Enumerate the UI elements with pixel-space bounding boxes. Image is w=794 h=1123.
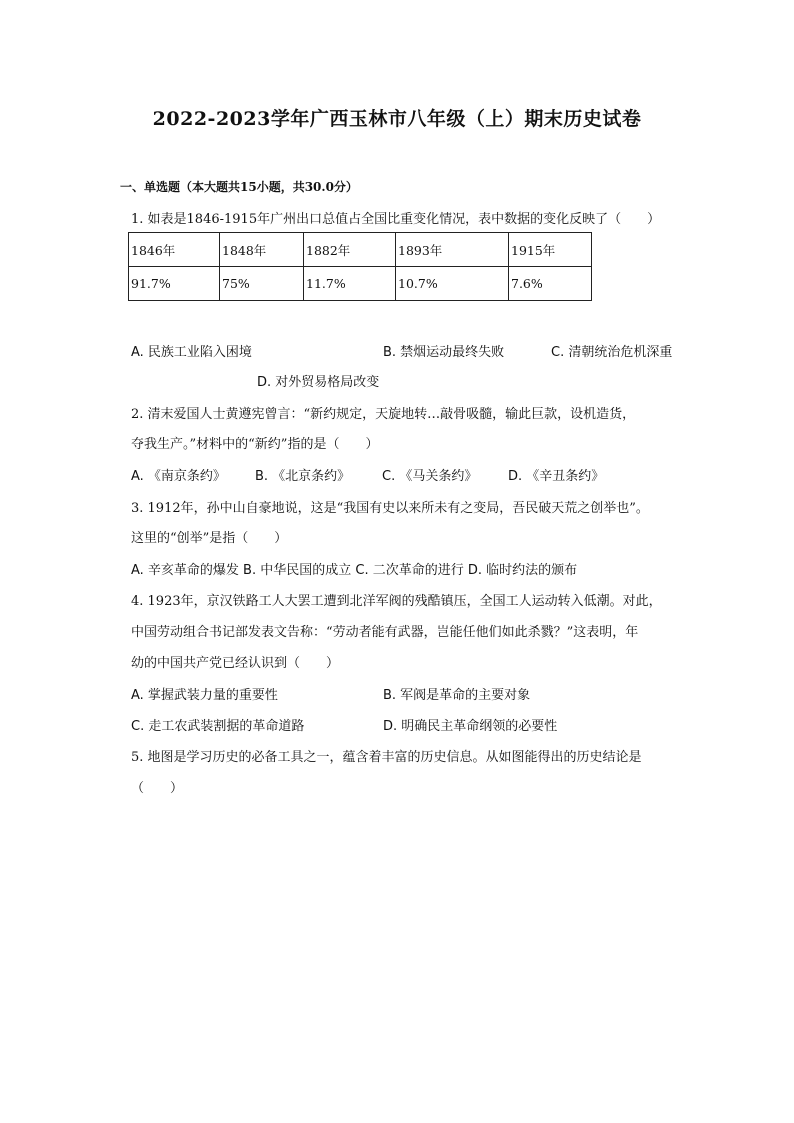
question-4-stem-line2: 中国劳动组合书记部发表文告称：“劳动者能有武器，岂能任他们如此杀戮？”这表明，年 (131, 625, 639, 640)
q3-options[interactable]: A. 辛亥革命的爆发 B. 中华民国的成立 C. 二次革命的进行 D. 临时约法的颁布 (131, 563, 578, 578)
q2-option-d[interactable]: D. 《辛丑条约》 (508, 469, 605, 484)
question-3-stem-line1: 3. 1912年，孙中山自豪地说，这是“我国有史以来所未有之变局，吾民破天荒之创举也”。 (131, 501, 649, 516)
section-heading: 一、单选题（本大题共15小题，共30.0分） (120, 180, 358, 194)
question-4-stem-line3: 幼的中国共产党已经认识到（ ） (131, 656, 340, 671)
table-cell: 1846年 (129, 233, 220, 267)
question-1-stem: 1. 如表是1846-1915年广州出口总值占全国比重变化情况，表中数据的变化反映了（ ） (131, 212, 661, 227)
table-cell: 91.7% (129, 267, 220, 301)
q4-option-a[interactable]: A. 掌握武装力量的重要性 (131, 688, 278, 703)
table-cell: 75% (220, 267, 304, 301)
table-row-years (129, 233, 592, 267)
table-cell: 1893年 (396, 233, 509, 267)
question-5-stem-line1: 5. 地图是学习历史的必备工具之一，蕴含着丰富的历史信息。从如图能得出的历史结论是 (131, 750, 642, 765)
table-cell: 11.7% (304, 267, 396, 301)
q1-option-b[interactable]: B. 禁烟运动最终失败 (383, 345, 505, 360)
question-3-stem-line2: 这里的“创举”是指（ ） (131, 531, 288, 546)
table-cell: 1882年 (304, 233, 396, 267)
table-cell: 10.7% (396, 267, 509, 301)
table-cell: 1915年 (509, 233, 592, 267)
q2-option-b[interactable]: B. 《北京条约》 (255, 469, 351, 484)
question-4-stem-line1: 4. 1923年，京汉铁路工人大罢工遭到北洋军阀的残酷镇压，全国工人运动转入低潮。对此， (131, 594, 662, 609)
q1-option-c[interactable]: C. 清朝统治危机深重 (551, 345, 673, 360)
question-2-stem-line2: 夺我生产。”材料中的“新约”指的是（ ） (131, 437, 379, 452)
question-5-stem-line2: （ ） (131, 781, 184, 796)
q4-option-d[interactable]: D. 明确民主革命纲领的必要性 (383, 719, 558, 734)
q1-option-a[interactable]: A. 民族工业陷入困境 (131, 345, 252, 360)
q4-option-c[interactable]: C. 走工农武装割据的革命道路 (131, 719, 305, 734)
question-2-stem-line1: 2. 清末爱国人士黄遵宪曾言：“新约规定，天旋地转…敲骨吸髓，输此巨款，设机造货， (131, 407, 636, 422)
q4-option-b[interactable]: B. 军阀是革命的主要对象 (383, 688, 531, 703)
page-title: 2022-2023学年广西玉林市八年级（上）期末历史试卷 (152, 108, 642, 130)
table-row-values (129, 267, 592, 301)
table-cell: 1848年 (220, 233, 304, 267)
q2-option-c[interactable]: C. 《马关条约》 (382, 469, 478, 484)
export-share-table (128, 232, 592, 301)
q2-option-a[interactable]: A. 《南京条约》 (131, 469, 226, 484)
table-cell: 7.6% (509, 267, 592, 301)
q1-option-d[interactable]: D. 对外贸易格局改变 (257, 375, 380, 390)
